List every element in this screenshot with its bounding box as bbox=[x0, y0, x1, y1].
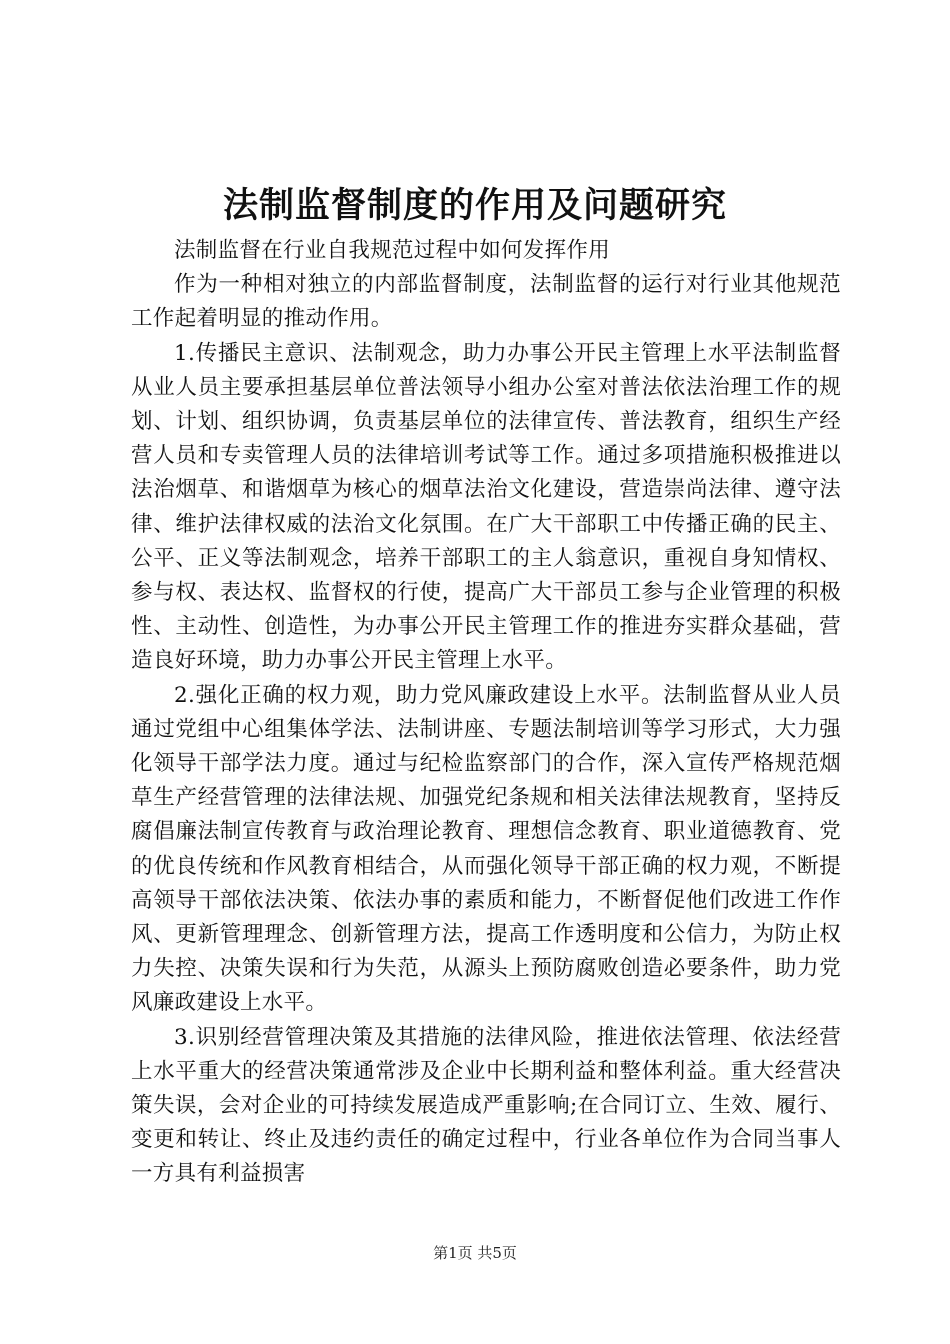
page-footer: 第1页 共5页 bbox=[433, 1244, 517, 1262]
paragraph-point-1: 1.传播民主意识、法制观念，助力办事公开民主管理上水平法制监督从业人员主要承担基层单位普法领导小组办公室对普法依法治理工作的规划、计划、组织协调，负责基层单位的法律宣传、普法教育，组织生产经营人员和专卖管理人员的法律培训考试等工作。通过多项措施积极推进以法治烟草、和谐烟草为核心的烟草法治文化建设，营造崇尚法律、遵守法律、维护法律权威的法治文化氛围。在广大干部职工中传播正确的民主、公平、正义等法制观念，培养干部职工的主人翁意识，重视自身知情权、参与权、表达权、监督权的行使，提高广大干部员工参与企业管理的积极性、主动性、创造性，为办事公开民主管理工作的推进夯实群众基础，营造良好环境，助力办事公开民主管理上水平。 bbox=[131, 340, 841, 674]
paragraph-intro: 作为一种相对独立的内部监督制度，法制监督的运行对行业其他规范工作起着明显的推动作用。 bbox=[131, 272, 841, 332]
document-title: 法制监督制度的作用及问题研究 bbox=[222, 185, 727, 226]
document-body bbox=[131, 234, 841, 1192]
paragraph-point-2: 2.强化正确的权力观，助力党风廉政建设上水平。法制监督从业人员通过党组中心组集体学法、法制讲座、专题法制培训等学习形式，大力强化领导干部学法力度。通过与纪检监察部门的合作，深入宣传严格规范烟草生产经营管理的法律法规、加强党纪条规和相关法律法规教育，坚持反腐倡廉法制宣传教育与政治理论教育、理想信念教育、职业道德教育、党的优良传统和作风教育相结合，从而强化领导干部正确的权力观，不断提高领导干部依法决策、依法办事的素质和能力，不断督促他们改进工作作风、更新管理理念、创新管理方法，提高工作透明度和公信力，为防止权力失控、决策失误和行为失范，从源头上预防腐败创造必要条件，助力党风廉政建设上水平。 bbox=[131, 682, 841, 1016]
paragraph-heading: 法制监督在行业自我规范过程中如何发挥作用 bbox=[174, 238, 611, 263]
paragraph-point-3: 3.识别经营管理决策及其措施的法律风险，推进依法管理、依法经营上水平重大的经营决策通常涉及企业中长期利益和整体利益。重大经营决策失误，会对企业的可持续发展造成严重影响;在合同订立、生效、履行、变更和转让、终止及违约责任的确定过程中，行业各单位作为合同当事人一方具有利益损害 bbox=[131, 1024, 841, 1187]
